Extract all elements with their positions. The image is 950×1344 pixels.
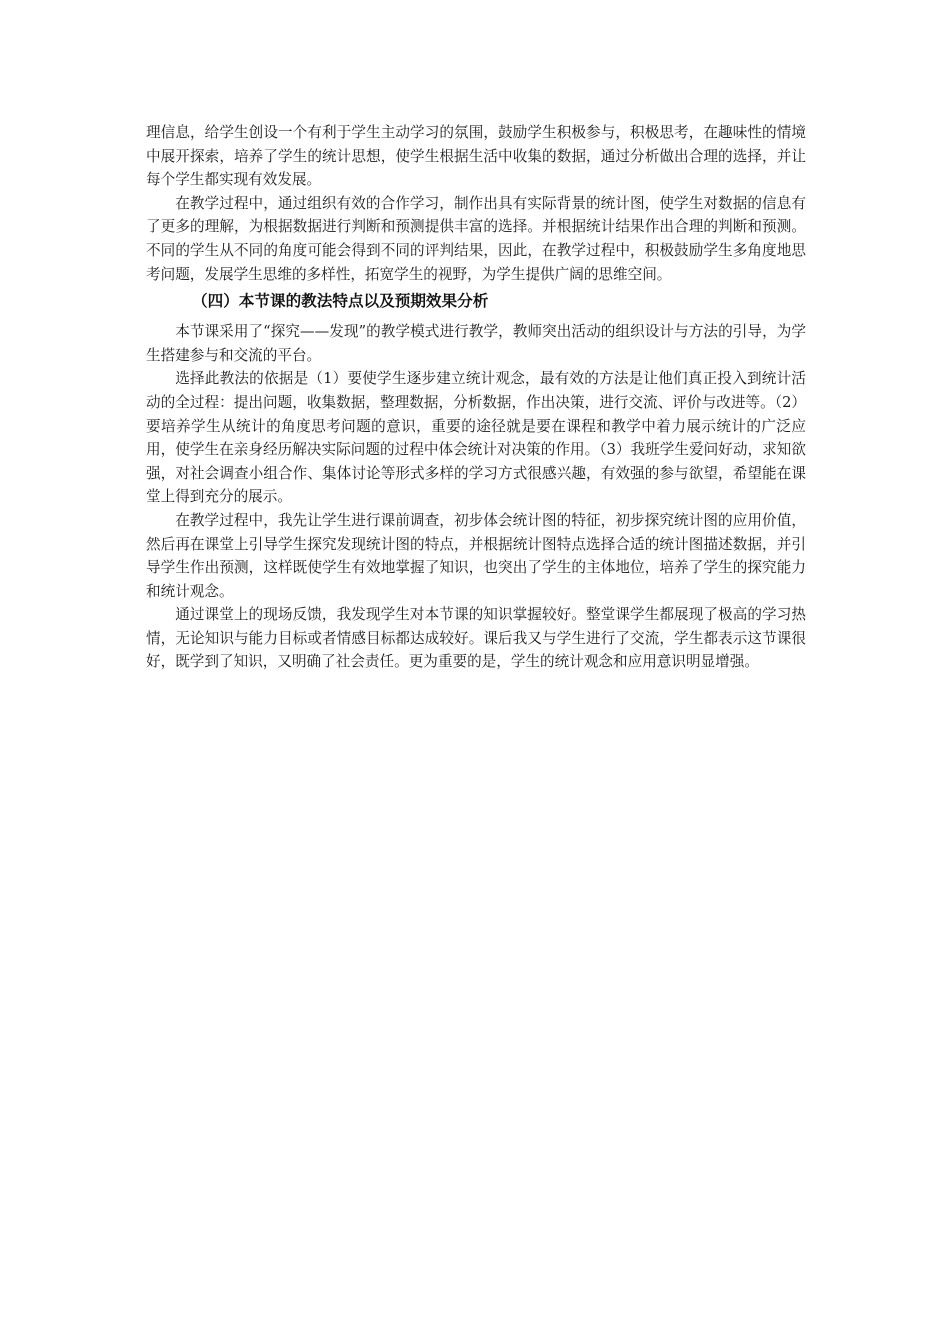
paragraph: 本节课采用了“探究——发现”的教学模式进行教学，教师突出活动的组织设计与方法的引导，为学生搭建参与和交流的平台。: [146, 323, 806, 364]
paragraph: 通过课堂上的现场反馈，我发现学生对本节课的知识掌握较好。整堂课学生都展现了极高的学习热情，无论知识与能力目标或者情感目标都达成较好。课后我又与学生进行了交流，学生都表示这节课很好，既学到了知识，又明确了社会责任。更为重要的是，学生的统计观念和应用意识明显增强。: [146, 606, 806, 671]
paragraph: 选择此教法的依据是（1）要使学生逐步建立统计观念，最有效的方法是让他们真正投入到统计活动的全过程：提出问题，收集数据，整理数据，分析数据，作出决策，进行交流、评价与改进等。（2）要培养学生从统计的角度思考问题的意识，重要的途径就是要在课程和教学中着力展示统计的广泛应用，使学生在亲身经历解决实际问题的过程中体会统计对决策的作用。（3）我班学生爱问好动，求知欲强，对社会调查小组合作、集体讨论等形式多样的学习方式很感兴趣，有效强的参与欲望，希望能在课堂上得到充分的展示。: [146, 370, 806, 506]
section-heading: （四）本节课的教法特点以及预期效果分析: [192, 292, 489, 311]
paragraph: 在教学过程中，我先让学生进行课前调查，初步体会统计图的特征，初步探究统计图的应用价值，然后再在课堂上引导学生探究发现统计图的特点，并根据统计图特点选择合适的统计图描述数据，并引导学生作出预测，这样既使学生有效地掌握了知识，也突出了学生的主体地位，培养了学生的探究能力和统计观念。: [146, 511, 806, 600]
paragraph-continued: 理信息，给学生创设一个有利于学生主动学习的氛围，鼓励学生积极参与，积极思考，在趣味性的情境中展开探索，培养了学生的统计思想，使学生根据生活中收集的数据，通过分析做出合理的选择，并让每个学生都实现有效发展。: [146, 124, 806, 189]
document-body: [146, 121, 806, 674]
paragraph: 在教学过程中，通过组织有效的合作学习，制作出具有实际背景的统计图，使学生对数据的信息有了更多的理解，为根据数据进行判断和预测提供丰富的选择。并根据统计结果作出合理的判断和预测。不同的学生从不同的角度可能会得到不同的评判结果，因此，在教学过程中，积极鼓励学生多角度地思考问题，发展学生思维的多样性，拓宽学生的视野，为学生提供广阔的思维空间。: [146, 194, 806, 283]
